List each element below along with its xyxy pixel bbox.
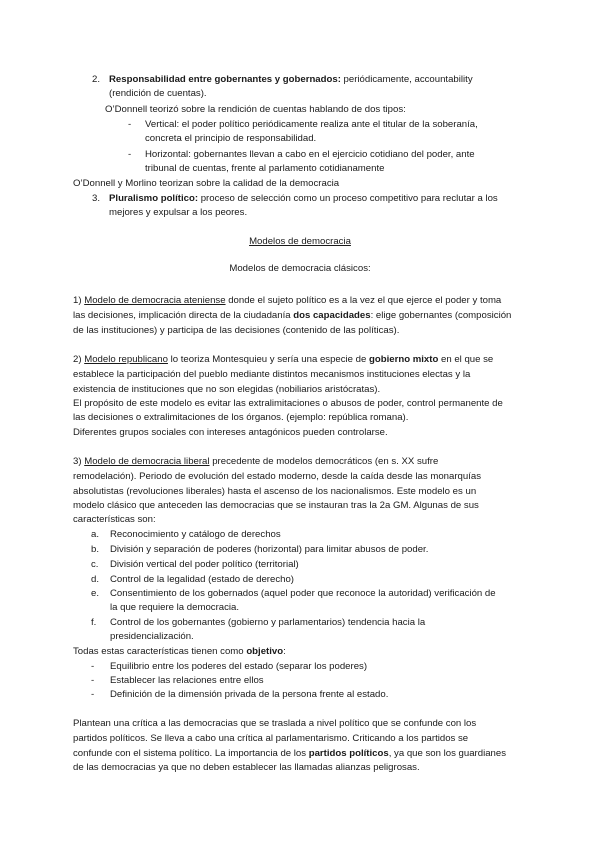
- p4-line2: partidos políticos. Se lleva a cabo una crítica al parlamentarismo. Criticando a los partidos se: [73, 733, 469, 744]
- objective-item: Definición de la dimensión privada de la persona frente al estado.: [110, 689, 389, 700]
- list-item: División vertical del poder político (territorial): [110, 559, 299, 570]
- objective-item: Establecer las relaciones entre ellos: [110, 675, 264, 686]
- odonnell-note: O’Donnell teorizó sobre la rendición de cuentas hablando de dos tipos:: [105, 104, 406, 115]
- list-number: 3.: [92, 193, 101, 204]
- list-item-3-text: Pluralismo político: proceso de selección como un proceso competitivo para reclutar a los: [109, 193, 498, 204]
- p1-line3: de las instituciones) y participa de las decisiones (contenido de las políticas).: [73, 325, 400, 336]
- model-title-republicano: Modelo republicano: [84, 354, 168, 365]
- item-3-title: Pluralismo político:: [109, 193, 199, 204]
- list-item-line2: presidencialización.: [110, 631, 194, 642]
- list-marker: a.: [91, 529, 100, 540]
- p2-line2: establece la participación del pueblo mediante distintos mecanismos instituciones electas y la: [73, 369, 471, 380]
- list-item: Control de los gobernantes (gobierno y parlamentarios) tendencia hacia la: [110, 617, 426, 628]
- p1-line2: las decisiones, implicación directa de la ciudadanía dos capacidades: elige gobernantes (composición: [73, 310, 512, 321]
- bullet-dash: -: [91, 661, 95, 672]
- sub-item-vertical: Vertical: el poder político periódicamente realiza ante el titular de la soberanía,: [145, 119, 478, 130]
- list-item-3-line2: mejores y expulsar a los peores.: [109, 207, 248, 218]
- list-item-line2: la que requiere la democracia.: [110, 602, 240, 613]
- p2-line6: Diferentes grupos sociales con intereses antagónicos pueden controlarse.: [73, 427, 388, 438]
- list-item-2: [92, 74, 100, 86]
- objective-item: Equilibrio entre los poderes del estado (separar los poderes): [110, 661, 368, 672]
- list-item: División y separación de poderes (horizontal) para limitar abusos de poder.: [110, 544, 429, 555]
- list-item: Reconocimiento y catálogo de derechos: [110, 529, 281, 540]
- sub-bullet-dash: -: [128, 149, 132, 160]
- sub-bullet-dash: -: [128, 119, 132, 130]
- objectives-intro: Todas estas características tienen como objetivo:: [73, 646, 286, 657]
- list-marker: d.: [91, 574, 100, 585]
- p3-line5: características son:: [73, 514, 156, 525]
- list-item-2-text: Responsabilidad entre gobernantes y gobernados: periódicamente, accountability: [109, 74, 473, 85]
- list-marker: e.: [91, 588, 100, 599]
- list-marker: f.: [91, 617, 97, 628]
- model-title-liberal: Modelo de democracia liberal: [84, 456, 210, 467]
- sub-item-horizontal-line2: tribunal de cuentas, frente al parlamento cotidianamente: [145, 163, 385, 174]
- sub-item-vertical-line2: concreta el principio de responsabilidad.: [145, 133, 317, 144]
- list-marker: b.: [91, 544, 100, 555]
- p2-line5: las decisiones o extralimitaciones de los órganos. (ejemplo: república romana).: [73, 412, 409, 423]
- p3-line2: remodelación). Periodo de evolución del estado moderno, desde la caída desde las monarquías: [73, 471, 481, 482]
- list-item-2-line2: (rendición de cuentas).: [109, 88, 207, 99]
- p4-line1: Plantean una crítica a las democracias que se traslada a nivel político que se confunde con los: [73, 718, 477, 729]
- bullet-dash: -: [91, 689, 95, 700]
- p1-line1: 1) Modelo de democracia ateniense donde el sujeto político es a la vez el que ejerce el poder y toma: [73, 295, 502, 306]
- p3-line1: 3) Modelo de democracia liberal precedente de modelos democráticos (en s. XX sufre: [73, 456, 439, 467]
- morlino-note: O’Donnell y Morlino teorizan sobre la calidad de la democracia: [73, 178, 340, 189]
- list-marker: c.: [91, 559, 99, 570]
- p4-line4: de las democracias ya que no deben establecer las llamadas alianzas peligrosas.: [73, 762, 420, 773]
- section-heading: Modelos de democracia: [249, 236, 351, 247]
- model-title-ateniense: Modelo de democracia ateniense: [84, 295, 226, 306]
- list-item: Control de la legalidad (estado de derecho): [110, 574, 295, 585]
- sub-item-horizontal: Horizontal: gobernantes llevan a cabo en el ejercicio cotidiano del poder, ante: [145, 149, 475, 160]
- list-number: 2.: [92, 74, 101, 85]
- p4-line3: confunde con el sistema político. La importancia de los partidos políticos, ya que son los guardianes: [73, 748, 507, 759]
- section-subheading: Modelos de democracia clásicos:: [229, 263, 371, 274]
- item-2-title: Responsabilidad entre gobernantes y gobernados:: [109, 74, 341, 85]
- list-item: Consentimiento de los gobernados (aquel poder que reconoce la autoridad) verificación de: [110, 588, 496, 599]
- p2-line3: existencia de instituciones que no son elegidas (nobiliarios aristócratas).: [73, 384, 381, 395]
- p3-line4: modelo clásico que anteceden las democracias que se instauran tras la 2a GM. Algunas de sus: [73, 500, 479, 511]
- bullet-dash: -: [91, 675, 95, 686]
- p2-line1: 2) Modelo republicano lo teoriza Montesquieu y sería una especie de gobierno mixto en el que se: [73, 354, 494, 365]
- p2-line4: El propósito de este modelo es evitar las extralimitaciones o abusos de poder, control permanente de: [73, 398, 503, 409]
- p3-line3: absolutistas (revoluciones liberales) hasta el ascenso de los nacionalismos. Este modelo es un: [73, 486, 477, 497]
